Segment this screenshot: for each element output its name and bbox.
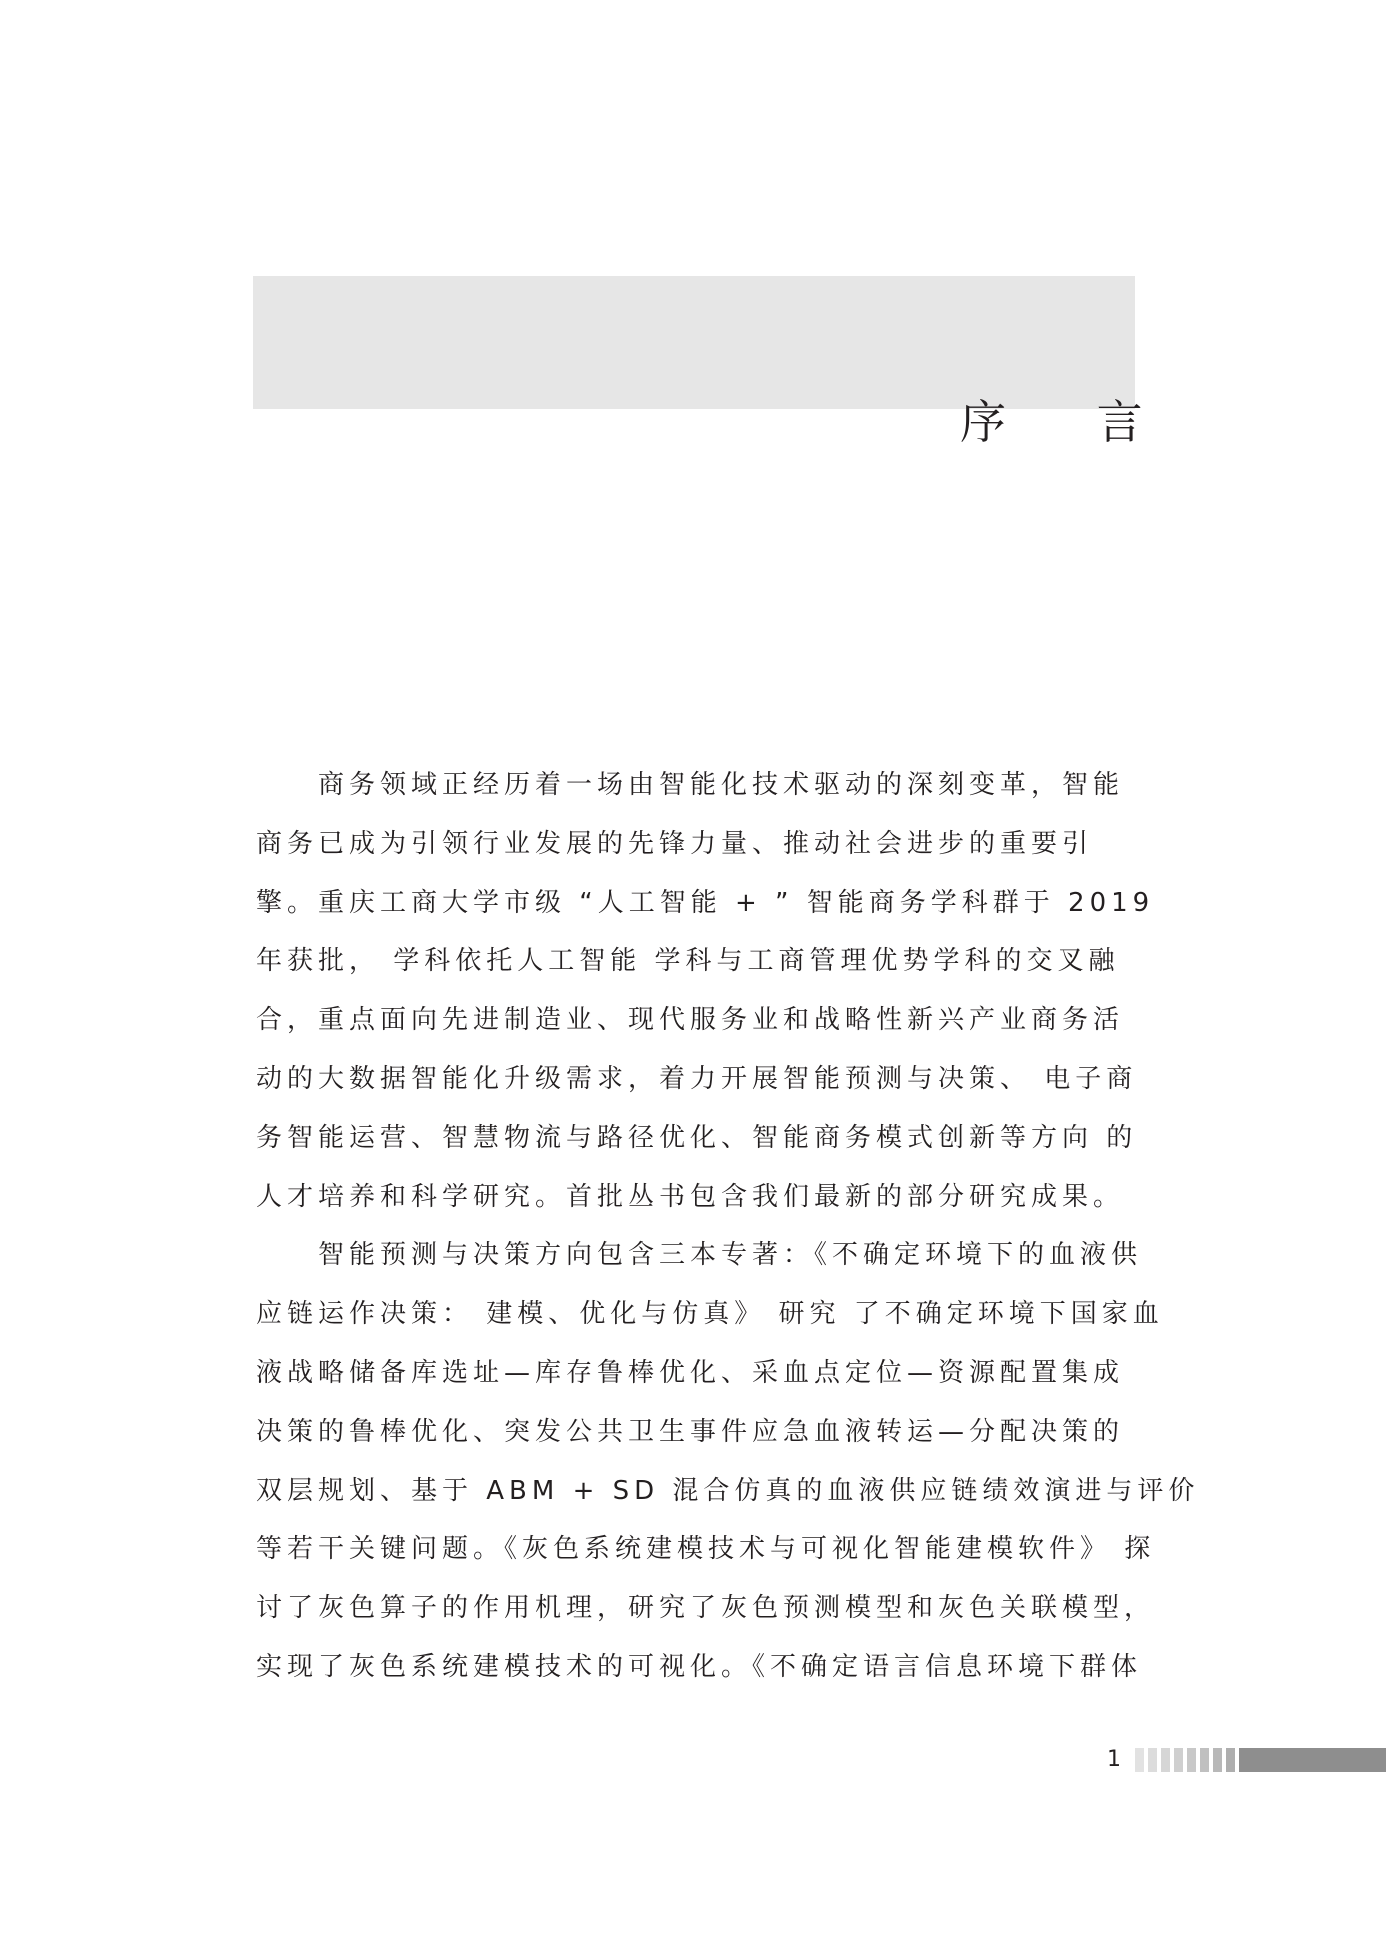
text-line: 擎。重庆工商大学市级 “人工智能 + ” 智能商务学科群于 2019 [256, 887, 1155, 918]
footer-bar-solid [1239, 1748, 1386, 1772]
footer-bar-segment [1161, 1748, 1170, 1772]
text-line: 应链运作决策： 建模、优化与仿真》 研究 了不确定环境下国家血 [256, 1299, 1164, 1330]
page-footer [1107, 1745, 1386, 1775]
footer-bar-segment [1200, 1748, 1209, 1772]
text-line: 务智能运营、智慧物流与路径优化、智能商务模式创新等方向 的 [256, 1122, 1138, 1153]
text-line: 合，重点面向先进制造业、现代服务业和战略性新兴产业商务活 [256, 1005, 1125, 1036]
text-line: 商务领域正经历着一场由智能化技术驱动的深刻变革，智能 [256, 770, 1125, 800]
footer-bar-segment [1226, 1748, 1235, 1772]
text-line: 动的大数据智能化升级需求，着力开展智能预测与决策、 电子商 [256, 1063, 1138, 1094]
footer-decoration-bar [1135, 1748, 1386, 1772]
body-text [256, 756, 1200, 1697]
text-line: 人才培养和科学研究。首批丛书包含我们最新的部分研究成果。 [256, 1181, 1125, 1212]
text-line: 实现了灰色系统建模技术的可视化。《不确定语言信息环境下群体 [256, 1651, 1143, 1682]
text-line: 讨了灰色算子的作用机理，研究了灰色预测模型和灰色关联模型， [256, 1593, 1156, 1624]
page-number: 1 [1107, 1747, 1121, 1772]
text-line: 年获批， 学科依托人工智能 学科与工商管理优势学科的交叉融 [256, 946, 1120, 977]
text-line: 商务已成为引领行业发展的先锋力量、推动社会进步的重要引 [256, 828, 1094, 859]
footer-bar-segment [1174, 1748, 1183, 1772]
text-line: 液战略储备库选址—库存鲁棒优化、采血点定位—资源配置集成 [256, 1357, 1125, 1388]
text-line: 决策的鲁棒优化、突发公共卫生事件应急血液转运—分配决策的 [256, 1416, 1125, 1447]
chapter-title: 序 言 [960, 395, 1181, 449]
text-line: 双层规划、基于 ABM + SD 混合仿真的血液供应链绩效演进与评价 [256, 1475, 1200, 1506]
text-line: 智能预测与决策方向包含三本专著：《不确定环境下的血液供 [256, 1240, 1143, 1271]
footer-bar-segment [1213, 1748, 1222, 1772]
footer-bar-segment [1148, 1748, 1157, 1772]
text-line: 等若干关键问题。《灰色系统建模技术与可视化智能建模软件》 探 [256, 1534, 1156, 1565]
footer-bar-segment [1187, 1748, 1196, 1772]
footer-bar-segment [1135, 1748, 1144, 1772]
